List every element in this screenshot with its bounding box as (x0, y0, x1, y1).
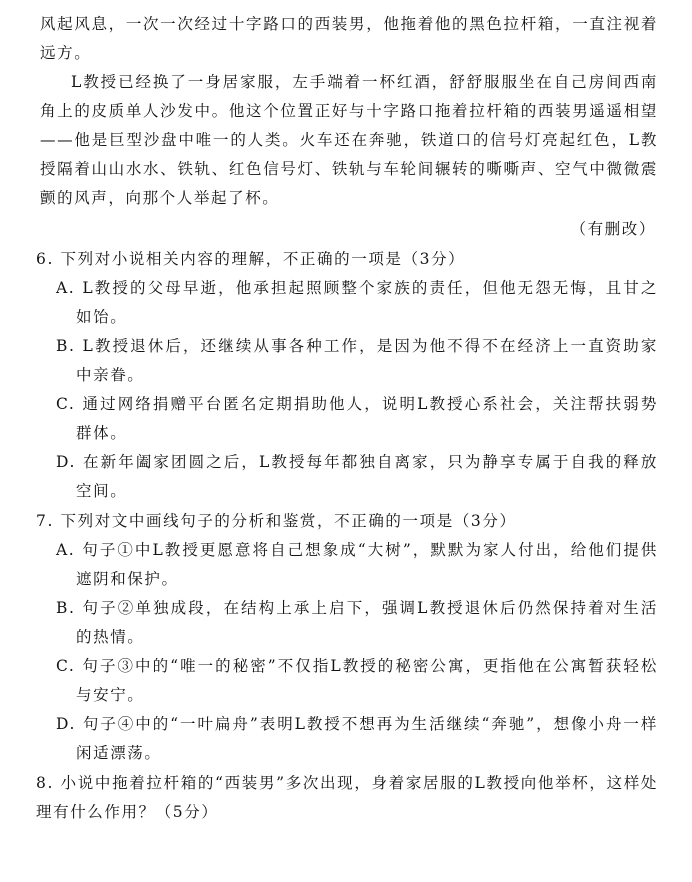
question-6-option-b: B. L教授退休后，还继续从事各种工作，是因为他不得不在经济上一直资助家中亲眷。 (56, 337, 658, 384)
question-7-option-a: A. 句子①中L教授更愿意将自己想象成“大树”，默默为家人付出，给他们提供遮阴和保护。 (56, 541, 658, 588)
question-6-option-d: D. 在新年阖家团圆之后，L教授每年都独自离家，只为静享专属于自我的释放空间。 (56, 453, 658, 500)
source-note: （有删改） (570, 220, 656, 238)
passage-paragraph-1: 风起风息，一次一次经过十字路口的西装男，他拖着他的黑色拉杆箱，一直注视着远方。 (40, 15, 658, 62)
passage-paragraph-2: L教授已经换了一身居家服，左手端着一杯红酒，舒舒服服坐在自己房间西南角上的皮质单人沙发中。他这个位置正好与十字路口拖着拉杆箱的西装男遥遥相望——他是巨型沙盘中唯一的人类。火车还在奔驰，铁道口的信号灯亮起红色，L教授隔着山山水水、铁轨、红色信号灯、铁轨与车轮间辗转的嘶嘶声、空气中微微震颤的风声，向那个人举起了杯。 (40, 73, 658, 207)
question-6-stem: 6. 下列对小说相关内容的理解，不正确的一项是（3分） (36, 250, 466, 268)
question-8 (36, 769, 658, 827)
question-7-stem: 7. 下列对文中画线句子的分析和鉴赏，不正确的一项是（3分） (36, 512, 517, 530)
question-6 (36, 245, 658, 506)
question-8-stem: 8. 小说中拖着拉杆箱的“西装男”多次出现，身着家居服的L教授向他举杯，这样处理有什么作用？（5分） (36, 774, 658, 821)
question-7 (36, 507, 658, 768)
question-7-option-d: D. 句子④中的“一叶扁舟”表明L教授不想再为生活继续“奔驰”，想像小舟一样闲适漂荡。 (56, 715, 658, 762)
question-6-option-a: A. L教授的父母早逝，他承担起照顾整个家族的责任，但他无怨无悔，且甘之如饴。 (56, 279, 658, 326)
question-7-option-c: C. 句子③中的“唯一的秘密”不仅指L教授的秘密公寓，更指他在公寓暂获轻松与安宁。 (56, 657, 658, 704)
question-6-option-c: C. 通过网络捐赠平台匿名定期捐助他人，说明L教授心系社会，关注帮扶弱势群体。 (56, 395, 658, 442)
question-7-option-b: B. 句子②单独成段，在结构上承上启下，强调L教授退休后仍然保持着对生活的热情。 (56, 599, 658, 646)
